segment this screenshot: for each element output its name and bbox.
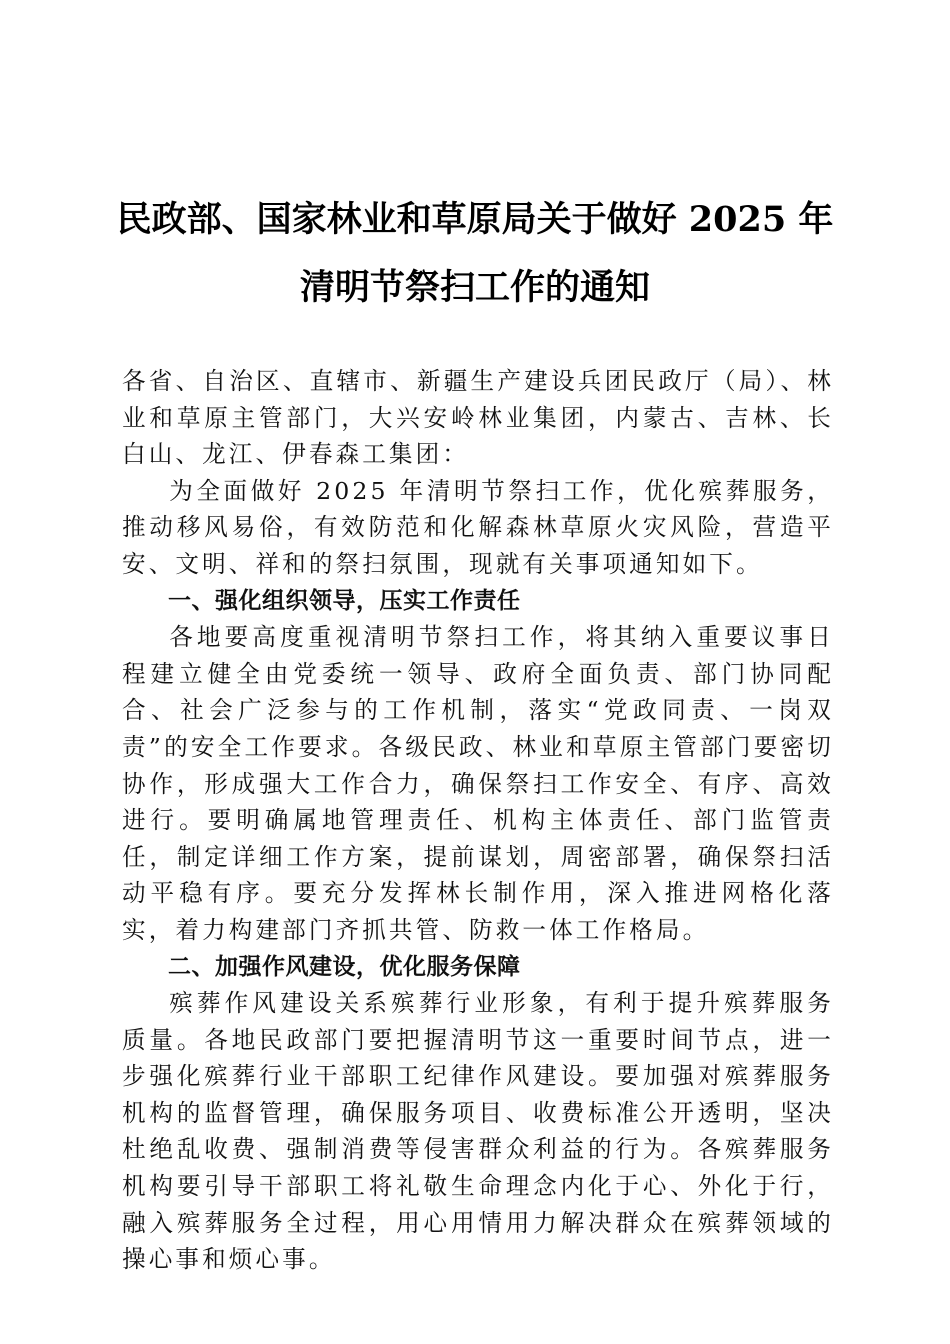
- document-title-line-1: 民政部、国家林业和草原局关于做好 2025 年: [116, 199, 834, 240]
- section-heading-1: 一、强化组织领导，压实工作责任: [168, 587, 521, 614]
- intro-paragraph: 为全面做好 2025 年清明节祭扫工作，优化殡葬服务，推动移风易俗，有效防范和化解森林草原火灾风险，营造平安、文明、祥和的祭扫氛围，现就有关事项通知如下。: [122, 476, 834, 578]
- salutation: 各省、自治区、直辖市、新疆生产建设兵团民政厅（局）、林业和草原主管部门，大兴安岭林业集团，内蒙古、吉林、长白山、龙江、伊春森工集团：: [122, 367, 834, 469]
- document-body: [122, 363, 834, 1278]
- section-heading-2: 二、加强作风建设，优化服务保障: [168, 953, 521, 980]
- document-title-line-2: 清明节祭扫工作的通知: [299, 267, 650, 308]
- section-body-1: 各地要高度重视清明节祭扫工作，将其纳入重要议事日程建立健全由党委统一领导、政府全面负责、部门协同配合、社会广泛参与的工作机制，落实“党政同责、一岗双责”的安全工作要求。各级民政、林业和草原主管部门要密切协作，形成强大工作合力，确保祭扫工作安全、有序、高效进行。要明确属地管理责任、机构主体责任、部门监管责任，制定详细工作方案，提前谋划，周密部署，确保祭扫活动平稳有序。要充分发挥林长制作用，深入推进网格化落实，着力构建部门齐抓共管、防救一体工作格局。: [122, 623, 834, 944]
- section-body-2: 殡葬作风建设关系殡葬行业形象，有利于提升殡葬服务质量。各地民政部门要把握清明节这一重要时间节点，进一步强化殡葬行业干部职工纪律作风建设。要加强对殡葬服务机构的监督管理，确保服务项目、收费标准公开透明，坚决杜绝乱收费、强制消费等侵害群众利益的行为。各殡葬服务机构要引导干部职工将礼敬生命理念内化于心、外化于行，融入殡葬服务全过程，用心用情用力解决群众在殡葬领域的操心事和烦心事。: [122, 989, 834, 1274]
